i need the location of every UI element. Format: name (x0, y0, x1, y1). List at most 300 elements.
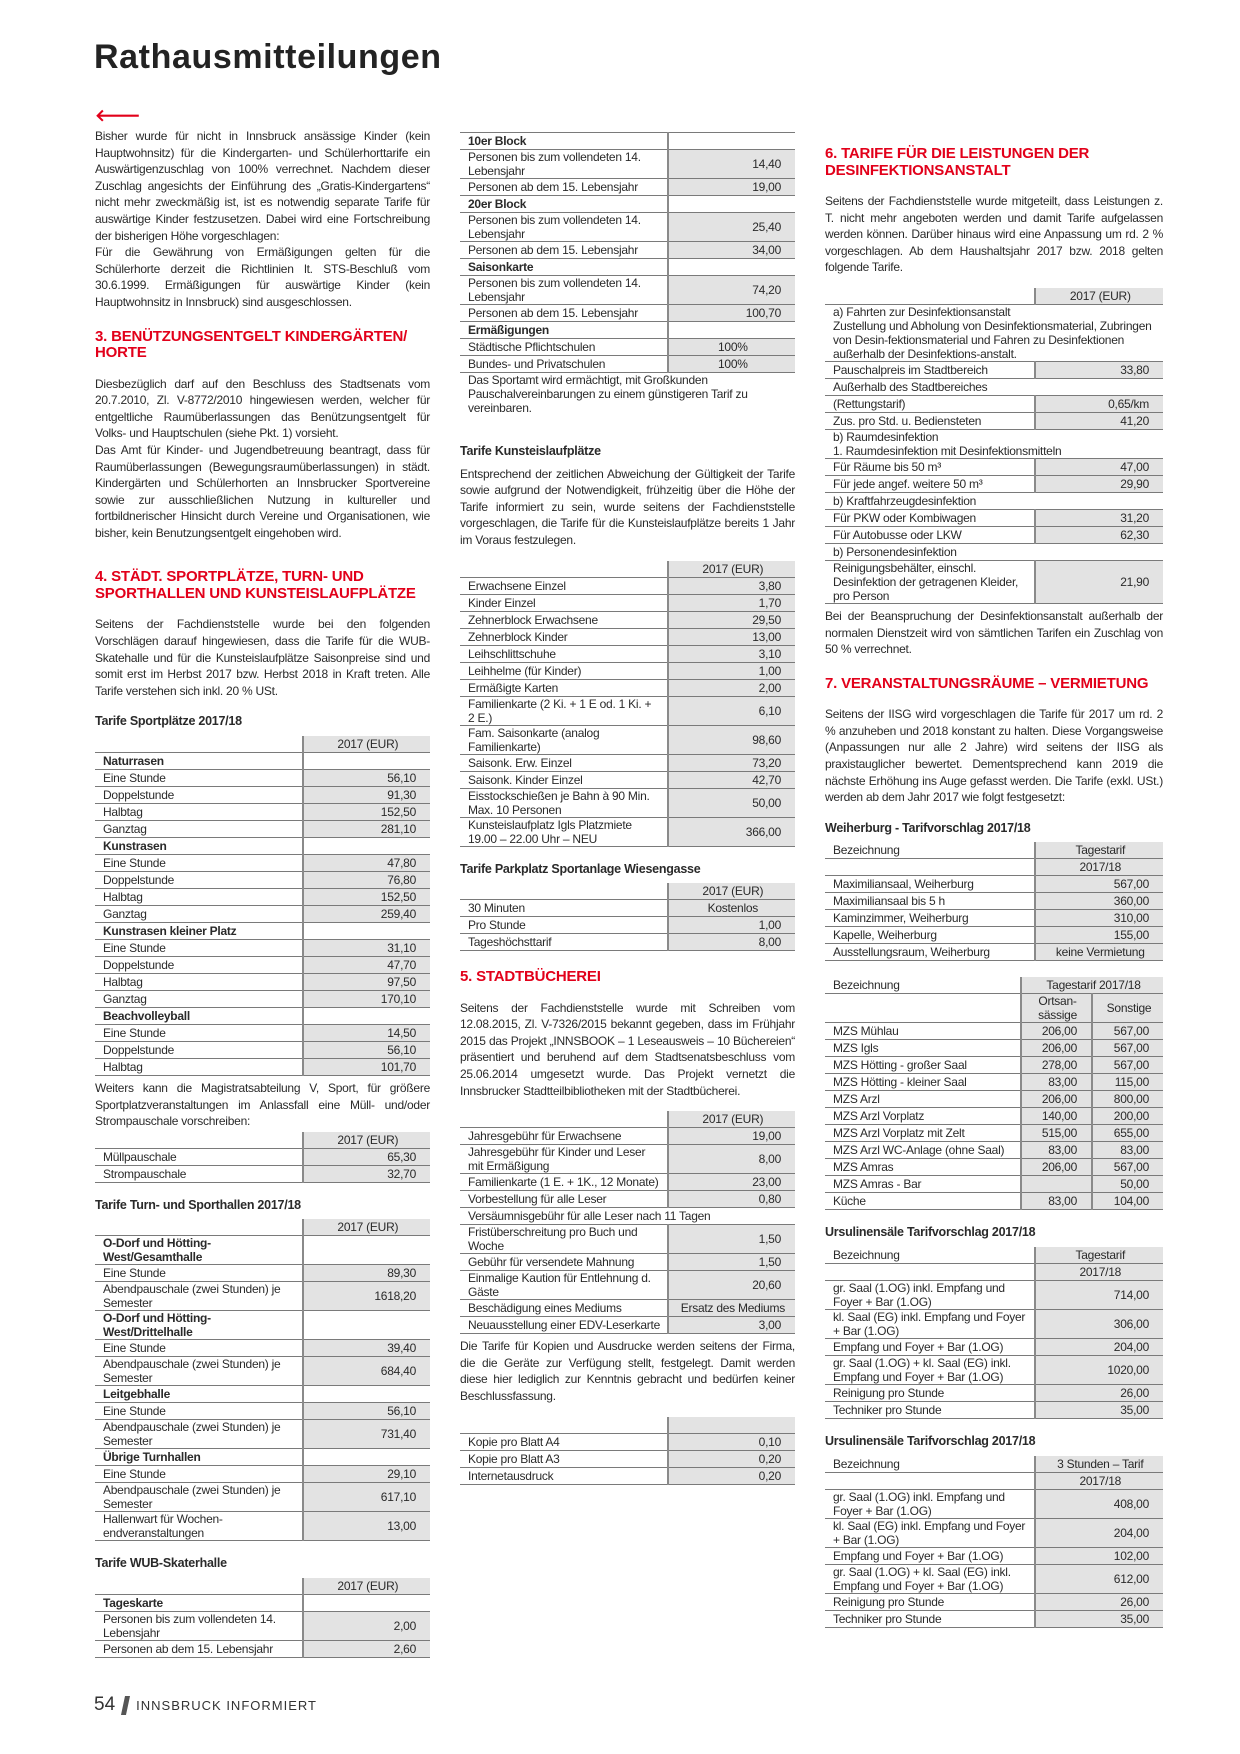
spacer (460, 549, 795, 559)
table-row (825, 304, 1163, 361)
row-note: Versäumnisgebühr für alle Leser nach 11 Tagen (460, 1208, 795, 1225)
table-row (825, 1489, 1163, 1518)
row-value: 65,30 (303, 1148, 430, 1165)
row-value: 100% (668, 356, 795, 373)
table-row (95, 1386, 430, 1403)
row-label: gr. Saal (1.OG) inkl. Empfang und Foyer + Bar (1.OG) (825, 1489, 1035, 1518)
column-header: Ortsan-sässige (1021, 994, 1092, 1023)
row-value: 204,00 (1035, 1518, 1163, 1547)
row-label: Ausstellungsraum, Weiherburg (825, 944, 1035, 961)
row-value: 32,70 (303, 1165, 430, 1182)
spacer (460, 419, 795, 429)
column-header (825, 859, 1035, 876)
column-header: 2017/18 (1035, 1472, 1163, 1489)
row-value: 1020,00 (1035, 1356, 1163, 1385)
section-heading: 7. VERANSTALTUNGSRÄUME – VERMIETUNG (825, 674, 1149, 692)
empty-cell (668, 196, 795, 213)
row-value: 567,00 (1035, 876, 1163, 893)
table-row (460, 725, 795, 754)
row-label: Reinigung pro Stunde (825, 1593, 1035, 1610)
tariff-table (825, 977, 1163, 1210)
row-label: MZS Arzl WC-Anlage (ohne Saal) (825, 1142, 1021, 1159)
column-header: Tagestarif (1035, 842, 1163, 859)
column-left (95, 108, 430, 1662)
row-label: Leihschlittschuhe (460, 645, 668, 662)
row-label: Kaminzimmer, Weiherburg (825, 910, 1035, 927)
table-header-row (95, 736, 430, 753)
table-row (825, 1356, 1163, 1385)
row-group-label: Tageskarte (95, 1595, 303, 1612)
row-label: Empfang und Foyer + Bar (1.OG) (825, 1339, 1035, 1356)
row-value: 306,00 (1035, 1310, 1163, 1339)
table-row (95, 1311, 430, 1340)
row-label: Kapelle, Weiherburg (825, 927, 1035, 944)
table-row (460, 1128, 795, 1145)
table-row (95, 957, 430, 974)
row-value: 39,40 (303, 1340, 430, 1357)
row-label: Leihhelme (für Kinder) (460, 662, 668, 679)
table-row (460, 1254, 795, 1271)
table-row (95, 1641, 430, 1658)
row-label: Doppelstunde (95, 1042, 303, 1059)
table-row (460, 356, 795, 373)
row-label: Jahresgebühr für Kinder und Leser mit Ermäßigung (460, 1145, 668, 1174)
empty-cell (303, 1449, 430, 1466)
row-label: Personen ab dem 15. Lebensjahr (460, 179, 668, 196)
table-row (460, 322, 795, 339)
row-value: 31,20 (1035, 509, 1163, 526)
table-title: Weiherburg - Tarifvorschlag 2017/18 (825, 820, 1031, 835)
row-label: Neuausstellung einer EDV-Leserkarte (460, 1317, 668, 1334)
paragraph: Seitens der Fachdienststelle wurde mitgeteilt, dass Leistungen z. T. nicht mehr angeboten werden und damit Tarife aufgelassen werden können. Darüber hinaus wird eine Anpassung um rd. 2 % vorgeschlagen. Ab dem Haushaltsjahr 2017 bzw. 2018 gelten folgende Tarife. (825, 194, 1163, 275)
row-value: 1,50 (668, 1254, 795, 1271)
row-value: 714,00 (1035, 1281, 1163, 1310)
table-row (825, 1074, 1163, 1091)
row-value: 102,00 (1035, 1547, 1163, 1564)
table-header-row (825, 1456, 1163, 1473)
table-row (460, 1208, 795, 1225)
row-value: 35,00 (1035, 1402, 1163, 1419)
row-label: MZS Hötting - großer Saal (825, 1057, 1021, 1074)
table-header-row (460, 561, 795, 578)
column-right (825, 128, 1163, 1632)
row-value: 567,00 (1092, 1159, 1163, 1176)
row-label: Ermäßigte Karten (460, 679, 668, 696)
row-value: 8,00 (668, 934, 795, 951)
table-row (95, 940, 430, 957)
table-row (825, 378, 1163, 395)
table-row (825, 927, 1163, 944)
table-row (460, 1317, 795, 1334)
row-label: Kopie pro Blatt A3 (460, 1450, 668, 1467)
table-row (95, 1595, 430, 1612)
table-row (95, 1357, 430, 1386)
magazine-name: INNSBRUCK INFORMIERT (136, 1697, 317, 1713)
row-label: MZS Arzl Vorplatz mit Zelt (825, 1125, 1021, 1142)
row-value: 140,00 (1021, 1108, 1092, 1125)
row-value: 3,10 (668, 645, 795, 662)
row-label: Reinigungsbehälter, einschl. Desinfektion der getragenen Kleider, pro Person (825, 560, 1035, 603)
row-value: 617,10 (303, 1483, 430, 1512)
row-value: 47,00 (1035, 458, 1163, 475)
row-group-label: Beachvolleyball (95, 1008, 303, 1025)
table-header-row (95, 1132, 430, 1149)
row-value: 206,00 (1021, 1023, 1092, 1040)
row-label: Ganztag (95, 906, 303, 923)
row-value (1021, 1176, 1092, 1193)
table-row (825, 509, 1163, 526)
table-header-row (460, 1111, 795, 1128)
row-group-label: 10er Block (460, 133, 668, 150)
row-label: Kinder Einzel (460, 594, 668, 611)
row-label: Halbtag (95, 1059, 303, 1076)
column-header: Bezeichnung (825, 1247, 1035, 1264)
column-header (825, 1264, 1035, 1281)
column-header: Tagestarif (1035, 1247, 1163, 1264)
row-value: 47,80 (303, 855, 430, 872)
row-group-label: Leitgebhalle (95, 1386, 303, 1403)
row-value: 83,00 (1021, 1142, 1092, 1159)
table-header-row (460, 883, 795, 900)
table-row (825, 1593, 1163, 1610)
table-row (460, 133, 795, 150)
row-value: 26,00 (1035, 1593, 1163, 1610)
table-row (825, 475, 1163, 492)
table-header-row (825, 1264, 1163, 1281)
table-row (95, 1340, 430, 1357)
empty-cell (303, 1311, 430, 1340)
column-header: 2017 (EUR) (668, 561, 795, 578)
row-label: kl. Saal (EG) inkl. Empfang und Foyer + Bar (1.OG) (825, 1518, 1035, 1547)
row-value: 567,00 (1092, 1057, 1163, 1074)
column-header (95, 1219, 303, 1236)
spacer (825, 965, 1163, 975)
row-label: Pro Stunde (460, 917, 668, 934)
table-row (825, 1142, 1163, 1159)
empty-cell (303, 838, 430, 855)
row-value: 29,90 (1035, 475, 1163, 492)
row-value: 13,00 (668, 628, 795, 645)
row-label: Doppelstunde (95, 787, 303, 804)
table-row (95, 1236, 430, 1265)
column-header: 2017 (EUR) (303, 1132, 430, 1149)
row-label: Erwachsene Einzel (460, 577, 668, 594)
tariff-table (460, 561, 795, 847)
table-row (95, 1466, 430, 1483)
column-header: 3 Stunden – Tarif (1035, 1456, 1163, 1473)
table-row (460, 900, 795, 917)
paragraph: Weiters kann die Magistratsabteilung V, Sport, für größere Sportplatzveranstaltungen im Anlassfall eine Müll- und/oder Strompauschale vorschreiben: (95, 1081, 430, 1129)
section-heading: 5. STADTBÜCHEREI (460, 968, 601, 986)
row-value: 1,00 (668, 662, 795, 679)
row-value: 42,70 (668, 771, 795, 788)
table-header-row (825, 842, 1163, 859)
row-value: 1,00 (668, 917, 795, 934)
row-value: 8,00 (668, 1145, 795, 1174)
paragraph: Seitens der Fachdienststelle wurde mit Schreiben vom 12.08.2015, Zl. V-7326/2015 bekannt gegeben, dass im Frühjahr 2015 das Projekt „INNSBOOK – 1 Leseausweis – 10 Büchereien“ präsentiert und beruhend auf dem Stadtsenatsbeschluss vom 25.06.2014 umgesetzt wurde. Das Projekt vernetzt die Innsbrucker Stadtteilbibliotheken mit der Stadtbücherei. (460, 1000, 795, 1098)
table-row (460, 1191, 795, 1208)
row-value: 515,00 (1021, 1125, 1092, 1142)
section-heading: 6. TARIFE FÜR DIE LEISTUNGEN DER DESINFEKTIONSANSTALT (825, 145, 1090, 179)
row-value: 50,00 (1092, 1176, 1163, 1193)
row-value: 29,10 (303, 1466, 430, 1483)
row-value: 6,10 (668, 696, 795, 725)
paragraph: Bei der Beanspruchung der Desinfektionsanstalt außerhalb der normalen Dienstzeit wird von sämtlichen Tarifen ein Zuschlag von 50 % verrechnet. (825, 608, 1163, 657)
table-row (825, 1057, 1163, 1074)
tariff-table (460, 132, 795, 415)
table-row (95, 1483, 430, 1512)
table-row (460, 696, 795, 725)
column-header (668, 1417, 795, 1434)
row-value: 2,60 (303, 1641, 430, 1658)
row-label: Müllpauschale (95, 1148, 303, 1165)
row-group-label: Kunstrasen kleiner Platz (95, 923, 303, 940)
table-row (460, 577, 795, 594)
row-value: 56,10 (303, 770, 430, 787)
row-value: 21,90 (1035, 560, 1163, 603)
spacer (825, 276, 1163, 286)
column-header: 2017 (EUR) (303, 1219, 430, 1236)
row-label: Eine Stunde (95, 770, 303, 787)
empty-cell (303, 1236, 430, 1265)
row-value: 19,00 (668, 1128, 795, 1145)
tariff-table (460, 1111, 795, 1334)
row-value: Kostenlos (668, 900, 795, 917)
table-row (825, 1193, 1163, 1210)
row-label: Personen ab dem 15. Lebensjahr (460, 242, 668, 259)
table-header-row (95, 1219, 430, 1236)
table-row (460, 150, 795, 179)
section-heading: 4. STÄDT. SPORTPLÄTZE, TURN- UND SPORTHALLEN UND KUNSTEISLAUFPLÄTZE (95, 568, 416, 602)
table-title: Tarife Kunsteislaufplätze (460, 444, 601, 458)
table-row (460, 1433, 795, 1450)
row-label: Personen bis zum vollendeten 14. Lebensjahr (95, 1612, 303, 1641)
row-value: 100% (668, 339, 795, 356)
column-header: 2017/18 (1035, 859, 1163, 876)
row-label: 30 Minuten (460, 900, 668, 917)
page-title: Rathausmitteilungen (94, 38, 442, 76)
table-row (825, 1091, 1163, 1108)
table-title: Tarife Sportplätze 2017/18 (95, 714, 242, 729)
table-title: Tarife Turn- und Sporthallen 2017/18 (95, 1197, 301, 1212)
table-row (95, 753, 430, 770)
row-label: Halbtag (95, 889, 303, 906)
row-value: 56,10 (303, 1042, 430, 1059)
row-value: Ersatz des Mediums (668, 1300, 795, 1317)
table-row (825, 1518, 1163, 1547)
table-title: Tarife WUB-Skaterhalle (95, 1556, 227, 1571)
row-value: 26,00 (1035, 1385, 1163, 1402)
row-label: Personen ab dem 15. Lebensjahr (460, 305, 668, 322)
row-label: MZS Amras - Bar (825, 1176, 1021, 1193)
row-label: Abendpauschale (zwei Stunden) je Semester (95, 1420, 303, 1449)
row-value: 206,00 (1021, 1159, 1092, 1176)
row-label: Personen bis zum vollendeten 14. Lebensjahr (460, 150, 668, 179)
row-label: MZS Hötting - kleiner Saal (825, 1074, 1021, 1091)
table-row (825, 560, 1163, 603)
row-label: Zehnerblock Erwachsene (460, 611, 668, 628)
row-label: Tageshöchsttarif (460, 934, 668, 951)
column-header (95, 1578, 303, 1595)
arrow-left-icon: 🡐 (95, 106, 141, 125)
row-label: MZS Amras (825, 1159, 1021, 1176)
table-row (460, 754, 795, 771)
row-label: Doppelstunde (95, 957, 303, 974)
table-row (825, 1385, 1163, 1402)
column-header (825, 994, 1021, 1023)
column-header: 2017 (EUR) (668, 883, 795, 900)
row-label: Für PKW oder Kombiwagen (825, 509, 1035, 526)
row-label: MZS Mühlau (825, 1023, 1021, 1040)
table-row (825, 458, 1163, 475)
table-row (460, 179, 795, 196)
table-row (825, 492, 1163, 509)
row-group-label: O-Dorf und Hötting-West/Gesamthalle (95, 1236, 303, 1265)
table-row (95, 804, 430, 821)
table-row (460, 771, 795, 788)
row-label: MZS Arzl Vorplatz (825, 1108, 1021, 1125)
column-header: 2017 (EUR) (303, 736, 430, 753)
row-label: Maximiliansaal, Weiherburg (825, 876, 1035, 893)
table-row (95, 1420, 430, 1449)
row-label: Halbtag (95, 974, 303, 991)
row-value: 74,20 (668, 276, 795, 305)
row-value: 91,30 (303, 787, 430, 804)
row-label: Eine Stunde (95, 1340, 303, 1357)
row-value: 155,00 (1035, 927, 1163, 944)
tariff-table (95, 1219, 430, 1541)
table-row (95, 872, 430, 889)
row-value: 1,50 (668, 1225, 795, 1254)
table-row (825, 361, 1163, 378)
paragraph: Entsprechend der zeitlichen Abweichung der Gültigkeit der Tarife sowie aufgrund der Notwendigkeit, frühzeitig über die Höhe der Tarife informiert zu sein, wurde seitens der Fachdienststelle vorgeschlagen, die Tarife für die Kunsteislaufplätze bereits 1 Jahr im Voraus festzulegen. (460, 466, 795, 547)
table-header-row (825, 288, 1163, 305)
row-value: 206,00 (1021, 1040, 1092, 1057)
row-label: Personen bis zum vollendeten 14. Lebensjahr (460, 213, 668, 242)
row-value: 281,10 (303, 821, 430, 838)
table-row (460, 276, 795, 305)
table-header-row (825, 977, 1163, 994)
row-value: 0,10 (668, 1433, 795, 1450)
row-value: 35,00 (1035, 1610, 1163, 1627)
table-row (460, 611, 795, 628)
row-value: 23,00 (668, 1174, 795, 1191)
table-row (825, 1564, 1163, 1593)
table-row (460, 662, 795, 679)
row-value: 97,50 (303, 974, 430, 991)
spacer (460, 1405, 795, 1415)
row-value: 310,00 (1035, 910, 1163, 927)
row-label: Für jede angef. weitere 50 m³ (825, 475, 1035, 492)
row-value: 200,00 (1092, 1108, 1163, 1125)
paragraph: Seitens der Fachdienststelle wurde bei den folgenden Vorschlägen darauf hingewiesen, dass die Tarife für die WUB-Skatehalle und für die Kunsteislaufplätze Saisonpreise sind und somit erst im Herbst 2017 bzw. Herbst 2018 in Kraft treten. Alle Tarife verstehen sich inkl. 20 % USt. (95, 617, 430, 698)
page-number: 54 (94, 1694, 116, 1715)
table-row (825, 1159, 1163, 1176)
row-value: 0,20 (668, 1467, 795, 1484)
row-label: Doppelstunde (95, 872, 303, 889)
row-value: 47,70 (303, 957, 430, 974)
tariff-table (95, 736, 430, 1076)
row-label: Eine Stunde (95, 1403, 303, 1420)
row-label: Eine Stunde (95, 940, 303, 957)
table-row (95, 1512, 430, 1541)
column-header: 2017 (EUR) (1035, 288, 1163, 305)
table-row (460, 1300, 795, 1317)
row-value: 259,40 (303, 906, 430, 923)
row-value: 0,20 (668, 1450, 795, 1467)
spacer (95, 541, 430, 551)
table-row (95, 855, 430, 872)
row-value: 1618,20 (303, 1282, 430, 1311)
table-row (460, 1271, 795, 1300)
table-row (460, 594, 795, 611)
empty-cell (303, 923, 430, 940)
row-label: Fristüberschreitung pro Buch und Woche (460, 1225, 668, 1254)
row-label: MZS Igls (825, 1040, 1021, 1057)
row-note: b) Kraftfahrzeugdesinfektion (825, 492, 1163, 509)
table-row (825, 395, 1163, 412)
row-value: 83,00 (1021, 1193, 1092, 1210)
row-value: 50,00 (668, 788, 795, 817)
table-row (460, 679, 795, 696)
table-header-row (95, 1578, 430, 1595)
row-value: 152,50 (303, 889, 430, 906)
table-row (460, 1450, 795, 1467)
tariff-table (825, 842, 1163, 961)
column-header (460, 883, 668, 900)
table-row (460, 788, 795, 817)
row-value: 29,50 (668, 611, 795, 628)
row-value: 101,70 (303, 1059, 430, 1076)
row-value: 34,00 (668, 242, 795, 259)
table-row (460, 645, 795, 662)
row-value: 89,30 (303, 1265, 430, 1282)
row-value: 2,00 (668, 679, 795, 696)
column-header: 2017 (EUR) (668, 1111, 795, 1128)
row-value: 3,80 (668, 577, 795, 594)
row-group-label: Naturrasen (95, 753, 303, 770)
column-header (460, 561, 668, 578)
table-row (825, 876, 1163, 893)
row-value: 567,00 (1092, 1023, 1163, 1040)
row-value: keine Vermietung (1035, 944, 1163, 961)
row-label: Gebühr für versendete Mahnung (460, 1254, 668, 1271)
table-row (95, 1059, 430, 1076)
paragraph: Für die Gewährung von Ermäßigungen gelten für die Schülerhorte derzeit die Richtlinien lt. STS-Beschluß vom 30.6.1999. Ermäßigungen für auswärtige Kinder (kein Hauptwohnsitz in Innsbruck) sind ausgeschlossen. (95, 245, 430, 309)
tariff-table (460, 883, 795, 951)
row-value: 366,00 (668, 817, 795, 846)
footer-slash-divider (121, 1696, 130, 1715)
row-value: 33,80 (1035, 361, 1163, 378)
row-group-label: O-Dorf und Hötting-West/Drittelhalle (95, 1311, 303, 1340)
table-row (460, 213, 795, 242)
row-value: 31,10 (303, 940, 430, 957)
row-label: Fam. Saisonkarte (analog Familienkarte) (460, 725, 668, 754)
row-label: Kopie pro Blatt A4 (460, 1433, 668, 1450)
row-label: Kunsteislaufplatz Igls Platzmiete 19.00 – 22.00 Uhr – NEU (460, 817, 668, 846)
tariff-table (825, 1456, 1163, 1628)
row-label: Küche (825, 1193, 1021, 1210)
row-value: 170,10 (303, 991, 430, 1008)
row-value: 206,00 (1021, 1091, 1092, 1108)
column-header (95, 736, 303, 753)
table-row (95, 1612, 430, 1641)
row-label: Jahresgebühr für Erwachsene (460, 1128, 668, 1145)
table-row (95, 991, 430, 1008)
table-row (95, 1449, 430, 1466)
paragraph: Seitens der IISG wird vorgeschlagen die Tarife für 2017 um rd. 2 % anzuheben und 2018 konstant zu halten. Diese Vorgangsweise (Anpassungen nur alle 2 Jahre) wird seitens der IISG als praxistauglicher bewertet. Dementsprechend kann 2019 die nächste Erhöhung ins Auge gefasst werden. Die Tarife (exkl. USt.) werden ab dem Jahr 2017 wie folgt festgesetzt: (825, 707, 1163, 805)
empty-cell (303, 1595, 430, 1612)
